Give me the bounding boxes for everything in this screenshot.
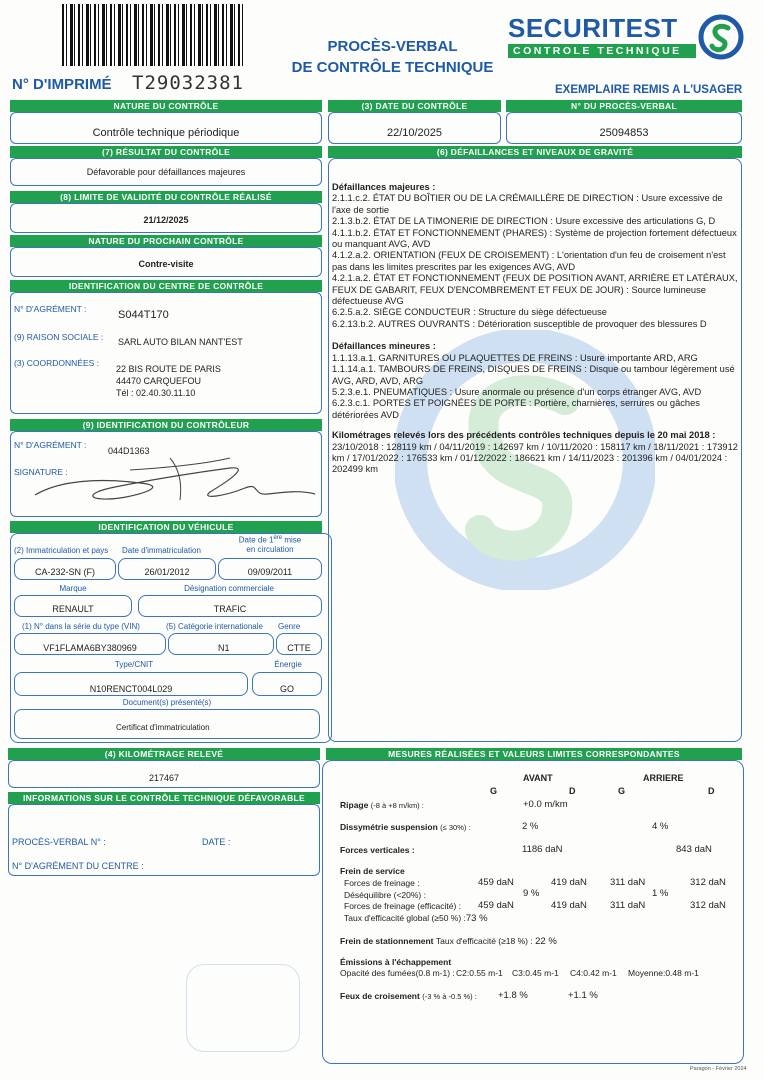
taux-global: Taux d'efficacité global (≥50 %) :73 % xyxy=(344,913,488,924)
date-controle-header: (3) DATE DU CONTRÔLE xyxy=(328,100,501,112)
avant-d: D xyxy=(569,786,576,796)
controleur-agrement-label: N° D'AGRÉMENT : xyxy=(14,440,87,450)
c3-value: C3:0.45 m-1 xyxy=(512,968,559,978)
signature xyxy=(30,450,320,510)
mineures-title: Défaillances mineures : xyxy=(332,341,436,352)
defect-item: 2.1.3.b.2. ÉTAT DE LA TIMONERIE DE DIRECTION : Usure excessive des articulations G, D xyxy=(332,216,716,227)
premiere-value: 09/09/2011 xyxy=(247,567,293,577)
mesures-header: MESURES RÉALISÉES ET VALEURS LIMITES CORRESPONDANTES xyxy=(326,748,742,760)
feux-d: +1.1 % xyxy=(568,990,598,1001)
immat-label: (2) Immatriculation et pays xyxy=(14,546,109,555)
avant-label: AVANT xyxy=(523,773,553,783)
arriere-g: G xyxy=(618,786,626,796)
info-date-label: DATE : xyxy=(202,837,231,847)
vin-value: VF1FLAMA6BY380969 xyxy=(43,643,137,653)
ripage-value: +0.0 m/km xyxy=(523,799,568,810)
controleur-agrement-value: 044D1363 xyxy=(108,446,150,456)
centre-agrement-value: S044T170 xyxy=(118,309,169,321)
categorie-label: (5) Catégorie internationale xyxy=(166,622,263,631)
forces-freinage-label: Forces de freinage : xyxy=(344,878,420,888)
dissym-av: 2 % xyxy=(522,821,539,832)
defect-item: 2.1.1.c.2. ÉTAT DU BOÎTIER OU DE LA CRÉMAILLÈRE DE DIRECTION : Usure excessive de l'axe de sortie xyxy=(332,193,723,215)
stamp-area xyxy=(186,964,300,1052)
avant-g: G xyxy=(490,786,498,796)
controleur-header: (9) IDENTIFICATION DU CONTRÔLEUR xyxy=(10,419,322,431)
ffe-avg: 459 daN xyxy=(478,900,514,911)
c4-value: C4:0.42 m-1 xyxy=(570,968,617,978)
info-defav-header: INFORMATIONS SUR LE CONTRÔLE TECHNIQUE DÉFAVORABLE xyxy=(8,792,320,804)
title-line2: DE CONTRÔLE TECHNIQUE xyxy=(291,59,494,76)
vehicule-header: IDENTIFICATION DU VÉHICULE xyxy=(10,521,322,533)
moyenne-value: Moyenne:0.48 m-1 xyxy=(628,968,699,978)
energie-label: Énergie xyxy=(274,660,302,669)
ff-ard: 312 daN xyxy=(690,877,726,888)
marque-label: Marque xyxy=(59,584,87,593)
defect-item: 5.2.3.e.1. PNEUMATIQUES : Usure anormale ou présence d'un corps étranger AVG, AVD xyxy=(332,386,702,397)
defect-item: 1.1.14.a.1. TAMBOURS DE FREINS, DISQUES DE FREINS : Disque ou tambour légèrement usé AVG, ARD, AVD, ARG xyxy=(332,364,735,386)
opacite-label: Opacité des fumées(0.8 m-1) : xyxy=(340,968,455,978)
defect-item: 1.1.13.a.1. GARNITURES OU PLAQUETTES DE FREINS : Usure importante ARD, ARG xyxy=(332,352,698,363)
dissym-label: Dissymétrie suspension (≤ 30%) : xyxy=(340,822,471,832)
centre-agrement-label: N° D'AGRÉMENT : xyxy=(14,304,87,314)
date-immat-value: 26/01/2012 xyxy=(144,567,190,577)
defect-item: 4.1.1.b.2. ÉTAT ET FONCTIONNEMENT (PHARES) : Système de projection fortement défectueux ou manquant AVG, AVD xyxy=(332,227,737,250)
genre-value: CTTE xyxy=(287,643,311,653)
defect-item: 6.2.5.a.2. SIÈGE CONDUCTEUR : Structure du siège défectueuse xyxy=(332,307,607,318)
docs-label: Document(s) présenté(s) xyxy=(122,698,212,707)
centre-coord-label: (3) COORDONNÉES : xyxy=(14,358,100,368)
dissym-ar: 4 % xyxy=(652,821,669,832)
footer-paragon: Paragon - Février 2024 xyxy=(690,1066,747,1072)
stationnement-label: Frein de stationnement Taux d'efficacité (≥18 %) : 22 % xyxy=(340,936,557,947)
centre-raison-label: (9) RAISON SOCIALE : xyxy=(14,332,104,342)
defect-item: 6.2.3.c.1. PORTES ET POIGNÉES DE PORTE : Portière, charnières, serrures ou gâches détériorées AVD xyxy=(332,398,700,420)
pv-number-value: 25094853 xyxy=(599,127,649,139)
signature-label: SIGNATURE : xyxy=(14,467,68,477)
date-immat-label: Date d'immatriculation xyxy=(122,546,201,555)
defaillances-header: (6) DÉFAILLANCES ET NIVEAUX DE GRAVITÉ xyxy=(328,146,742,158)
deseq-ar: 1 % xyxy=(652,888,669,899)
nature-header: NATURE DU CONTRÔLE xyxy=(10,100,322,112)
prochain-value: Contre-visite xyxy=(138,259,194,269)
ff-avg: 459 daN xyxy=(478,877,514,888)
centre-raison-value: SARL AUTO BILAN NANT'EST xyxy=(118,337,243,347)
centre-addr1: 22 BIS ROUTE DE PARIS xyxy=(116,364,221,374)
premiere-label: Date de 1ère mise en circulation xyxy=(238,535,302,554)
resultat-header: (7) RÉSULTAT DU CONTRÔLE xyxy=(10,146,322,158)
ffe-avd: 419 daN xyxy=(551,900,587,911)
ff-eff-label: Forces de freinage (efficacité) : xyxy=(344,901,462,911)
centre-addr2: 44470 CARQUEFOU xyxy=(116,376,202,386)
type-label: Type/CNIT xyxy=(114,660,154,669)
defect-item: 4.1.2.a.2. ORIENTATION (FEUX DE CROISEMENT) : L'orientation d'un feu de croisement n'est pas dans les limites prescrites par les exigences AVG, AVD xyxy=(332,250,726,272)
type-value: N10RENCT004L029 xyxy=(89,684,173,694)
info-pv-label: PROCÈS-VERBAL N° : xyxy=(12,837,106,847)
forces-vert-label: Forces verticales : xyxy=(340,845,415,855)
majeures-title: Défaillances majeures : xyxy=(332,182,436,192)
deseq-av: 9 % xyxy=(523,888,540,899)
nature-value: Contrôle technique périodique xyxy=(92,127,240,139)
forces-vert-ar: 843 daN xyxy=(676,844,712,855)
marque-value: RENAULT xyxy=(52,604,94,614)
resultat-value: Défavorable pour défaillances majeures xyxy=(86,167,246,177)
centre-tel: Tél : 02.40.30.11.10 xyxy=(116,388,196,398)
energie-value: GO xyxy=(279,684,294,694)
forces-vert-av: 1186 daN xyxy=(522,844,563,855)
no-imprime-label: N° D'IMPRIMÉ xyxy=(12,76,112,93)
defect-item: 4.2.1.a.2. ÉTAT ET FONCTIONNEMENT (FEUX DE POSITION AVANT, ARRIÈRE ET LATÉRAUX, FEUX DE GABARIT, FEUX D'ENCOMBREMENT ET FEUX DE JOUR) : Source lumineuse défectueuse AVG xyxy=(332,273,738,307)
kilometrage-header: (4) KILOMÉTRAGE RELEVÉ xyxy=(8,748,320,760)
docs-value: Certificat d'immatriculation xyxy=(116,723,210,732)
logo-text: SECURITEST xyxy=(508,13,678,43)
info-agrement-label: N° D'AGRÉMENT DU CENTRE : xyxy=(12,861,144,871)
immat-value: CA-232-SN (F) xyxy=(34,567,95,577)
frein-service-label: Frein de service xyxy=(340,866,405,876)
securitest-s-icon xyxy=(698,14,744,60)
securitest-logo xyxy=(508,14,696,58)
feux-g: +1.8 % xyxy=(498,990,528,1001)
limite-header: (8) LIMITE DE VALIDITÉ DU CONTRÔLE RÉALISÉ xyxy=(10,191,322,203)
ffe-ard: 312 daN xyxy=(690,900,726,911)
designation-value: TRAFIC xyxy=(213,604,247,614)
title-line1: PROCÈS-VERBAL xyxy=(327,38,458,55)
arriere-d: D xyxy=(708,786,715,796)
c2-value: C2:0.55 m-1 xyxy=(456,968,503,978)
pv-number-header: N° DU PROCÈS-VERBAL xyxy=(506,100,742,112)
deseq-label: Déséquilibre (<20%) : xyxy=(344,890,426,900)
logo-sub: CONTROLE TECHNIQUE xyxy=(508,44,696,58)
date-controle-value: 22/10/2025 xyxy=(386,127,443,139)
defaillances-list xyxy=(332,180,742,476)
limite-value: 21/12/2025 xyxy=(143,215,189,225)
categorie-value: N1 xyxy=(218,643,230,653)
ff-arg: 311 daN xyxy=(610,877,646,888)
ffe-arg: 311 daN xyxy=(610,900,646,911)
vin-label: (1) N° dans la série du type (VIN) xyxy=(22,622,140,631)
feux-label: Feux de croisement (-3 % à -0.5 %) : xyxy=(340,991,477,1001)
defect-item: 6.2.13.b.2. AUTRES OUVRANTS : Détérioration susceptible de provoquer des blessures D xyxy=(332,318,707,329)
no-imprime-value: T29032381 xyxy=(132,72,244,94)
centre-header: IDENTIFICATION DU CENTRE DE CONTRÔLE xyxy=(10,280,322,292)
ripage-label: Ripage (-8 à +8 m/km) : xyxy=(340,800,424,810)
genre-label: Genre xyxy=(278,622,301,631)
ff-avd: 419 daN xyxy=(551,877,587,888)
arriere-label: ARRIERE xyxy=(643,773,684,783)
exemplaire: EXEMPLAIRE REMIS A L'USAGER xyxy=(555,84,743,96)
kilometrage-value: 217467 xyxy=(148,773,180,783)
prochain-header: NATURE DU PROCHAIN CONTRÔLE xyxy=(10,235,322,247)
barcode xyxy=(62,4,244,66)
emissions-label: Émissions à l'échappement xyxy=(340,957,452,967)
km-title: Kilométrages relevés lors des précédents contrôles techniques depuis le 20 mai 2018 : xyxy=(332,430,716,441)
designation-label: Désignation commerciale xyxy=(184,584,274,593)
km-history: 23/10/2018 : 128119 km / 04/11/2019 : 142697 km / 10/11/2020 : 158117 km / 18/11/2021 : 173912 km / 17/01/2022 : 176533 km / 01/12/2022 : 186621 km / 14/11/2023 : 201396 km / 04/01/2024 : 202499 km xyxy=(332,441,738,475)
